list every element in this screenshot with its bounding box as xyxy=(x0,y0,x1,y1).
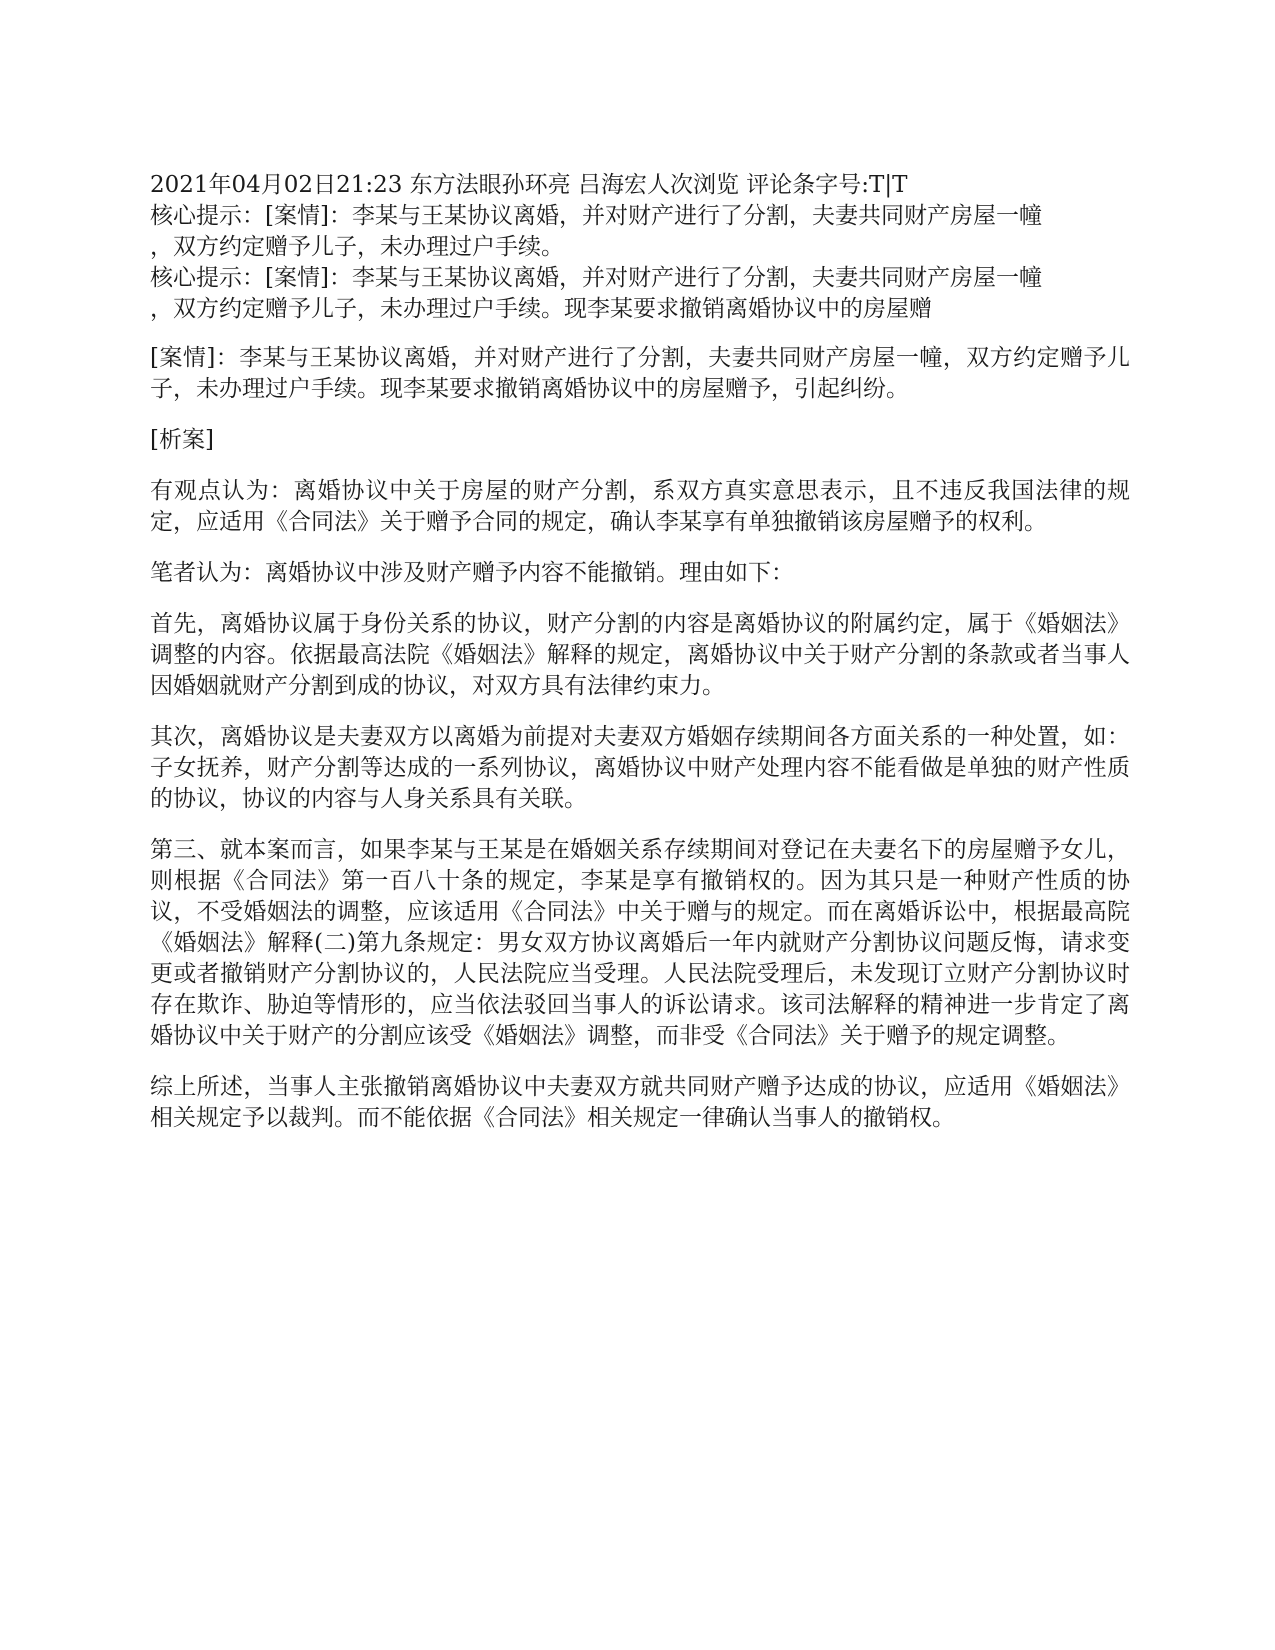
document-page xyxy=(150,170,1130,1154)
opposing-view-paragraph: 有观点认为：离婚协议中关于房屋的财产分割，系双方真实意思表示，且不违反我国法律的规定，应适用《合同法》关于赠予合同的规定，确认李某享有单独撤销该房屋赠予的权利。 xyxy=(150,478,1130,535)
core-summary-2-line-1: 核心提示：[案情]：李某与王某协议离婚，并对财产进行了分割，夫妻共同财产房屋一幢 xyxy=(150,265,1042,291)
article-meta-line: 2021年04月02日21:23 东方法眼孙环亮 吕海宏人次浏览 评论条字号:T|T xyxy=(150,172,908,198)
case-facts-paragraph: [案情]：李某与王某协议离婚，并对财产进行了分割，夫妻共同财产房屋一幢，双方约定赠予儿子，未办理过户手续。现李某要求撤销离婚协议中的房屋赠予，引起纠纷。 xyxy=(150,345,1130,402)
analysis-heading: [析案] xyxy=(150,427,214,453)
core-summary-1-line-2: ，双方约定赠予儿子，未办理过户手续。 xyxy=(150,234,564,260)
header-block xyxy=(150,170,1130,325)
core-summary-1-line-1: 核心提示：[案情]：李某与王某协议离婚，并对财产进行了分割，夫妻共同财产房屋一幢 xyxy=(150,203,1042,229)
reason-third-paragraph: 第三、就本案而言，如果李某与王某是在婚姻关系存续期间对登记在夫妻名下的房屋赠予女儿，则根据《合同法》第一百八十条的规定，李某是享有撤销权的。因为其只是一种财产性质的协议，不受婚姻法的调整，应该适用《合同法》中关于赠与的规定。而在离婚诉讼中，根据最高院《婚姻法》解释(二)第九条规定：男女双方协议离婚后一年内就财产分割协议问题反悔，请求变更或者撤销财产分割协议的，人民法院应当受理。人民法院受理后，未发现订立财产分割协议时存在欺诈、胁迫等情形的，应当依法驳回当事人的诉讼请求。该司法解释的精神进一步肯定了离婚协议中关于财产的分割应该受《婚姻法》调整，而非受《合同法》关于赠予的规定调整。 xyxy=(150,837,1130,1049)
author-view-paragraph: 笔者认为：离婚协议中涉及财产赠予内容不能撤销。理由如下： xyxy=(150,560,794,586)
core-summary-2-line-2: ，双方约定赠予儿子，未办理过户手续。现李某要求撤销离婚协议中的房屋赠 xyxy=(150,296,932,322)
reason-first-paragraph: 首先，离婚协议属于身份关系的协议，财产分割的内容是离婚协议的附属约定，属于《婚姻法》调整的内容。依据最高法院《婚姻法》解释的规定，离婚协议中关于财产分割的条款或者当事人因婚姻就财产分割到成的协议，对双方具有法律约束力。 xyxy=(150,611,1130,699)
reason-second-paragraph: 其次，离婚协议是夫妻双方以离婚为前提对夫妻双方婚姻存续期间各方面关系的一种处置，如：子女抚养，财产分割等达成的一系列协议，离婚协议中财产处理内容不能看做是单独的财产性质的协议，协议的内容与人身关系具有关联。 xyxy=(150,724,1130,812)
conclusion-paragraph: 综上所述，当事人主张撤销离婚协议中夫妻双方就共同财产赠予达成的协议，应适用《婚姻法》相关规定予以裁判。而不能依据《合同法》相关规定一律确认当事人的撤销权。 xyxy=(150,1074,1130,1131)
